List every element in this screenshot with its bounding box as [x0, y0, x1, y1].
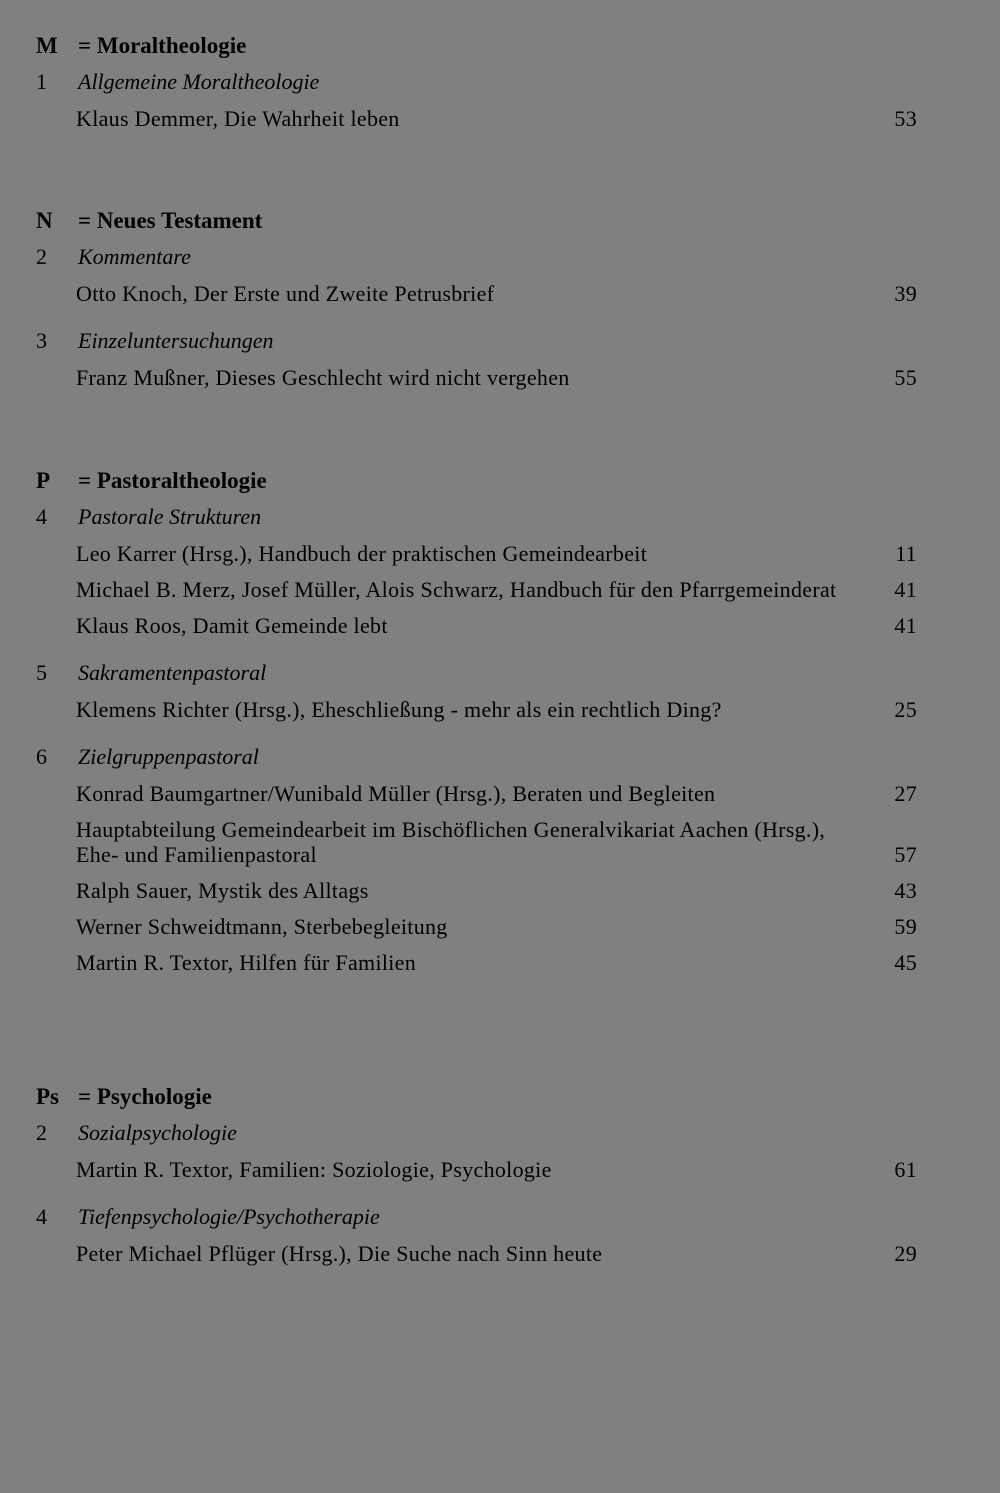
entry-page-number: 57 — [894, 841, 917, 867]
subsection — [0, 323, 1000, 395]
section-m — [0, 28, 1000, 136]
section-title: = Neues Testament — [78, 208, 263, 233]
section-heading — [0, 203, 1000, 239]
index-entry — [0, 1151, 1000, 1187]
index-entry — [0, 571, 1000, 607]
subsection — [0, 64, 1000, 136]
subsection — [0, 1115, 1000, 1187]
entry-title: Martin R. Textor, Familien: Soziologie, Psychologie — [76, 1156, 552, 1182]
subsection-number: 1 — [36, 69, 47, 94]
entry-title: Werner Schweidtmann, Sterbebegleitung — [76, 913, 448, 939]
section-code: M — [36, 33, 58, 58]
entry-page-number: 45 — [894, 949, 917, 975]
subsection-title: Zielgruppenpastoral — [78, 744, 259, 769]
section-heading — [0, 1079, 1000, 1115]
entry-title: Klaus Roos, Damit Gemeinde lebt — [76, 612, 388, 638]
entry-page-number: 39 — [894, 280, 917, 306]
entry-title: Konrad Baumgartner/Wunibald Müller (Hrsg.), Beraten und Begleiten — [76, 780, 716, 806]
index-entry — [0, 691, 1000, 727]
entry-title: Michael B. Merz, Josef Müller, Alois Schwarz, Handbuch für den Pfarrgemeinderat — [76, 576, 837, 602]
section-heading — [0, 463, 1000, 499]
subsection-heading — [0, 655, 1000, 691]
index-entry — [0, 1235, 1000, 1271]
subsection-number: 2 — [36, 244, 47, 269]
entry-title: Klaus Demmer, Die Wahrheit leben — [76, 105, 400, 131]
section-ps — [0, 1079, 1000, 1271]
index-entry — [0, 535, 1000, 571]
entry-page-number: 29 — [894, 1240, 917, 1266]
subsection-heading — [0, 739, 1000, 775]
section-n — [0, 203, 1000, 395]
entry-title: Hauptabteilung Gemeindearbeit im Bischöflichen Generalvikariat Aachen (Hrsg.), Ehe- und Familienpastoral — [76, 816, 826, 867]
entry-page-number: 25 — [894, 696, 917, 722]
subsection-title: Sakramentenpastoral — [78, 660, 267, 685]
entry-page-number: 27 — [894, 780, 917, 806]
entry-title: Franz Mußner, Dieses Geschlecht wird nicht vergehen — [76, 364, 570, 390]
subsection-heading — [0, 499, 1000, 535]
subsection — [0, 499, 1000, 643]
subsection — [0, 239, 1000, 311]
section-code: N — [36, 208, 53, 233]
subsection-title: Tiefenpsychologie/Psychotherapie — [78, 1204, 380, 1229]
subsection-number: 4 — [36, 1204, 47, 1229]
entry-title: Leo Karrer (Hrsg.), Handbuch der praktischen Gemeindearbeit — [76, 540, 648, 566]
index-entry — [0, 359, 1000, 395]
entry-title: Ralph Sauer, Mystik des Alltags — [76, 877, 369, 903]
index-entry — [0, 908, 1000, 944]
entry-title: Peter Michael Pflüger (Hrsg.), Die Suche nach Sinn heute — [76, 1240, 603, 1266]
subsection — [0, 655, 1000, 727]
subsection-title: Kommentare — [78, 244, 191, 269]
index-entry — [0, 775, 1000, 811]
subsection-number: 3 — [36, 328, 47, 353]
index-entry — [0, 100, 1000, 136]
entry-page-number: 11 — [895, 540, 917, 566]
section-title: = Moraltheologie — [78, 33, 247, 58]
entry-title: Otto Knoch, Der Erste und Zweite Petrusbrief — [76, 280, 495, 306]
entry-page-number: 53 — [894, 105, 917, 131]
subsection-number: 2 — [36, 1120, 47, 1145]
section-title: = Psychologie — [78, 1084, 212, 1109]
subsection-heading — [0, 239, 1000, 275]
index-entry — [0, 811, 1000, 872]
entry-title: Martin R. Textor, Hilfen für Familien — [76, 949, 417, 975]
subsection — [0, 739, 1000, 980]
entry-page-number: 43 — [894, 877, 917, 903]
index-entry — [0, 275, 1000, 311]
subsection-number: 5 — [36, 660, 47, 685]
entry-page-number: 41 — [894, 576, 917, 602]
subsection-title: Einzeluntersuchungen — [78, 328, 274, 353]
section-code: P — [36, 468, 51, 493]
subsection-title: Sozialpsychologie — [78, 1120, 237, 1145]
subsection-number: 6 — [36, 744, 47, 769]
section-heading — [0, 28, 1000, 64]
subsection-heading — [0, 1199, 1000, 1235]
section-p — [0, 463, 1000, 980]
entry-page-number: 59 — [894, 913, 917, 939]
entry-page-number: 61 — [894, 1156, 917, 1182]
subsection-heading — [0, 64, 1000, 100]
section-code: Ps — [36, 1084, 59, 1109]
entry-title: Klemens Richter (Hrsg.), Eheschließung - mehr als ein rechtlich Ding? — [76, 696, 722, 722]
section-title: = Pastoraltheologie — [78, 468, 267, 493]
entry-page-number: 41 — [894, 612, 917, 638]
subsection-title: Pastorale Strukturen — [78, 504, 262, 529]
subsection-number: 4 — [36, 504, 47, 529]
subsection-heading — [0, 323, 1000, 359]
index-entry — [0, 607, 1000, 643]
subsection — [0, 1199, 1000, 1271]
entry-page-number: 55 — [894, 364, 917, 390]
subsection-heading — [0, 1115, 1000, 1151]
index-entry — [0, 944, 1000, 980]
subsection-title: Allgemeine Moraltheologie — [78, 69, 320, 94]
index-entry — [0, 872, 1000, 908]
